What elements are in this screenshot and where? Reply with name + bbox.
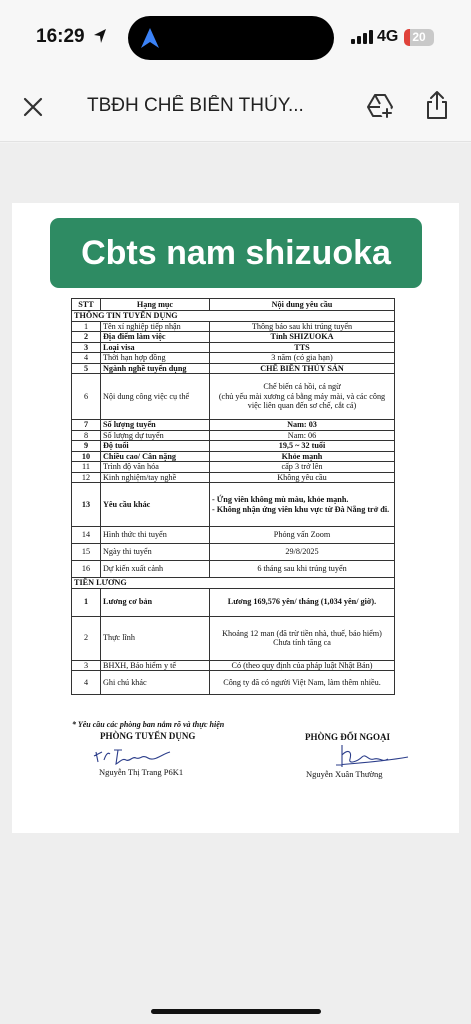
- table-row: [72, 588, 395, 616]
- status-time: 16:29: [36, 26, 85, 47]
- table-cell: 11: [72, 462, 101, 473]
- table-cell: 6: [72, 374, 101, 420]
- table-cell: Nam: 03: [210, 420, 395, 431]
- table-cell: 1: [72, 588, 101, 616]
- table-row: [72, 671, 395, 695]
- table-cell: 1: [72, 321, 101, 332]
- table-cell: 12: [72, 472, 101, 483]
- table-cell: 7: [72, 420, 101, 431]
- table-cell: 4: [72, 671, 101, 695]
- table-row: [72, 660, 395, 671]
- table-row: [72, 363, 395, 374]
- network-type: 4G: [377, 28, 399, 45]
- battery-icon: [404, 29, 434, 46]
- table-row: [72, 483, 395, 527]
- share-icon[interactable]: [425, 90, 449, 120]
- table-row: [72, 472, 395, 483]
- table-row: [72, 527, 395, 544]
- table-cell: Chiều cao/ Cân nặng: [101, 451, 210, 462]
- table-cell: Ngành nghề tuyển dụng: [101, 363, 210, 374]
- location-arrow-icon: [93, 28, 107, 44]
- table-cell: 15: [72, 544, 101, 561]
- signature-right-title: PHÒNG ĐỐI NGOẠI: [305, 732, 391, 742]
- table-row: [72, 462, 395, 473]
- banner-title: Cbts nam shizuoka: [50, 218, 422, 288]
- navigation-app-icon: [140, 27, 160, 49]
- table-cell: Dự kiến xuất cảnh: [101, 561, 210, 578]
- table-cell: 29/8/2025: [210, 544, 395, 561]
- header-item: Hạng mục: [101, 299, 210, 311]
- dynamic-island: [128, 16, 334, 60]
- table-cell: TTS: [210, 342, 395, 353]
- table-cell: 19,5 ~ 32 tuổi: [210, 441, 395, 452]
- table-cell: 14: [72, 527, 101, 544]
- signature-left-name: Nguyễn Thị Trang P6K1: [99, 767, 184, 777]
- status-bar: [0, 0, 471, 70]
- table-cell: Số lượng tuyển: [101, 420, 210, 431]
- home-indicator[interactable]: [151, 1009, 321, 1014]
- signature-right: [332, 739, 412, 771]
- header-stt: STT: [72, 299, 101, 311]
- table-header-row: [72, 299, 395, 311]
- table-cell: 3: [72, 660, 101, 671]
- table-row: [72, 420, 395, 431]
- document-page: [12, 203, 459, 833]
- table-cell: 16: [72, 561, 101, 578]
- table-cell: Thông báo sau khi trúng tuyển: [210, 321, 395, 332]
- table-cell: Thời hạn hợp đồng: [101, 353, 210, 364]
- table-row: [72, 374, 395, 420]
- table-cell: 10: [72, 451, 101, 462]
- table-cell: Có (theo quy định của pháp luật Nhật Bản): [210, 660, 395, 671]
- table-cell: Lương cơ bản: [101, 588, 210, 616]
- signal-icon: [351, 30, 373, 44]
- table-cell: Độ tuổi: [101, 441, 210, 452]
- document-title: TBĐH CHẾ BIẾN THỦY...: [87, 95, 304, 116]
- table-cell: 3: [72, 342, 101, 353]
- table-cell: - Ứng viên không mù màu, khỏe mạnh. - Không nhận ứng viên khu vực từ Đà Nẵng trở đi.: [210, 483, 395, 527]
- table-cell: Ngày thi tuyển: [101, 544, 210, 561]
- footer-note: * Yêu cầu các phòng ban nắm rõ và thực hiện: [72, 720, 225, 729]
- table-cell: 6 tháng sau khi trúng tuyển: [210, 561, 395, 578]
- table-row: [72, 561, 395, 578]
- table-cell: Tên xí nghiệp tiếp nhận: [101, 321, 210, 332]
- table-cell: Kinh nghiệm/tay nghề: [101, 472, 210, 483]
- table-cell: 13: [72, 483, 101, 527]
- table-cell: Trình độ văn hóa: [101, 462, 210, 473]
- signature-right-name: Nguyễn Xuân Thường: [306, 769, 383, 779]
- table-cell: Số lượng dự tuyển: [101, 430, 210, 441]
- table-cell: Chế biến cá hồi, cá ngừ (chủ yếu mài xương cá bằng máy mài, và các công việc liên quan đến sơ chế, cắt cá): [210, 374, 395, 420]
- recruitment-table: [71, 298, 395, 695]
- table-cell: 2: [72, 616, 101, 660]
- signature-left: [92, 740, 176, 770]
- section-recruit: THÔNG TIN TUYỂN DỤNG: [72, 311, 395, 322]
- table-cell: Thực lĩnh: [101, 616, 210, 660]
- table-cell: Tỉnh SHIZUOKA: [210, 332, 395, 343]
- close-icon[interactable]: [20, 94, 46, 120]
- nav-bar: [0, 70, 471, 142]
- table-cell: Nam: 06: [210, 430, 395, 441]
- add-to-drive-icon[interactable]: [366, 92, 394, 120]
- table-cell: BHXH, Bảo hiểm y tế: [101, 660, 210, 671]
- table-row: [72, 321, 395, 332]
- table-cell: Phỏng vấn Zoom: [210, 527, 395, 544]
- table-cell: 8: [72, 430, 101, 441]
- table-cell: 2: [72, 332, 101, 343]
- table-cell: 3 năm (có gia hạn): [210, 353, 395, 364]
- table-cell: Công ty đã có người Việt Nam, làm thêm nhiều.: [210, 671, 395, 695]
- battery-percent: 20: [412, 30, 426, 44]
- table-row: [72, 616, 395, 660]
- table-row: [72, 430, 395, 441]
- table-cell: 5: [72, 363, 101, 374]
- table-cell: Yêu cầu khác: [101, 483, 210, 527]
- table-cell: Khoảng 12 man (đã trừ tiền nhà, thuế, bảo hiểm) Chưa tính tăng ca: [210, 616, 395, 660]
- table-cell: Ghi chú khác: [101, 671, 210, 695]
- table-cell: 4: [72, 353, 101, 364]
- table-cell: Không yêu cầu: [210, 472, 395, 483]
- table-cell: Loại visa: [101, 342, 210, 353]
- table-cell: CHẾ BIẾN THỦY SẢN: [210, 363, 395, 374]
- table-cell: Địa điểm làm việc: [101, 332, 210, 343]
- table-cell: Hình thức thi tuyển: [101, 527, 210, 544]
- table-row: [72, 332, 395, 343]
- table-row: [72, 342, 395, 353]
- table-row: [72, 353, 395, 364]
- table-row: [72, 544, 395, 561]
- section-salary: TIỀN LƯƠNG: [72, 578, 395, 589]
- signature-left-title: PHÒNG TUYỂN DỤNG: [100, 731, 196, 741]
- table-cell: Nội dung công việc cụ thể: [101, 374, 210, 420]
- document-viewer[interactable]: [0, 143, 471, 1024]
- table-cell: 9: [72, 441, 101, 452]
- table-row: [72, 441, 395, 452]
- header-content: Nội dung yêu cầu: [210, 299, 395, 311]
- table-cell: cấp 3 trở lên: [210, 462, 395, 473]
- table-cell: Lương 169,576 yên/ tháng (1,034 yên/ giờ).: [210, 588, 395, 616]
- table-row: [72, 451, 395, 462]
- table-cell: Khỏe mạnh: [210, 451, 395, 462]
